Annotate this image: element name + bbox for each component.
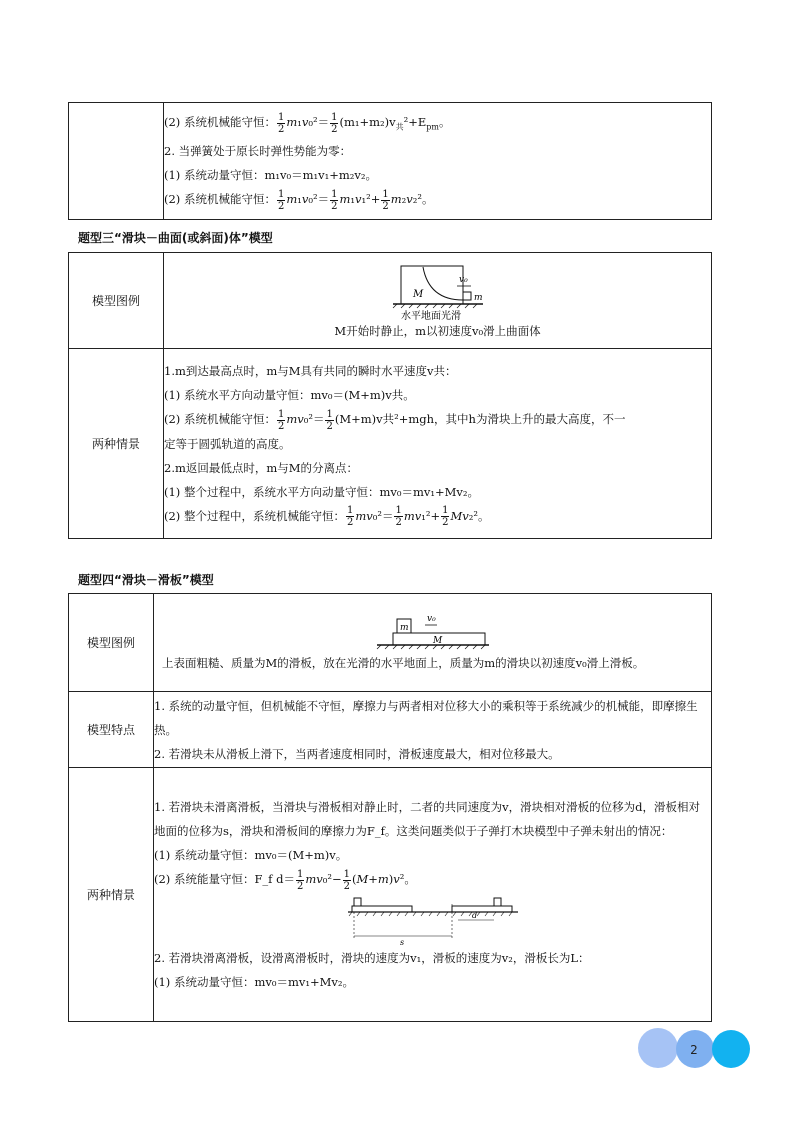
diagram-label-v0: v₀ <box>426 613 436 624</box>
section3-table <box>68 252 712 539</box>
text-line: 1. 系统的动量守恒，但机械能不守恒，摩擦力与两者相对位移大小的乘积等于系统减少的机械能，即摩擦生热。 <box>154 698 698 737</box>
text-line: 2.m返回最低点时，m与M的分离点： <box>164 460 359 475</box>
section3-diagram-cell <box>164 253 712 349</box>
slider-board-diagram <box>375 611 491 651</box>
displacement-diagram <box>348 894 518 946</box>
section4-table <box>68 593 712 1022</box>
formula-line: (2) 系统能量守恒：F_f d＝ $\frac{1}{2}$ mv₀²− $\frac{1}{2}$ (M+m)v²。 <box>154 868 416 892</box>
section4-label-diagram: 模型图例 <box>69 594 154 692</box>
formula-line: (2) 系统机械能守恒： $\frac{1}{2}$ m₁v₀²＝ $\frac{1}{2}$ m₁v₁²+ $\frac{1}{2}$ m₂v₂²。 <box>164 188 434 212</box>
section4-diagram-caption: 上表面粗糙、质量为M的滑板，放在光滑的水平地面上，质量为m的滑块以初速度v₀滑上滑板。 <box>162 655 645 670</box>
diagram-label-M: M <box>412 288 423 300</box>
diagram-label-v0: v₀ <box>458 274 468 285</box>
formula-line: (2) 系统机械能守恒： $\frac{1}{2}$ m₁v₀²＝ $\frac{1}{2}$ $(m_1+m_2)v_共^2+E_{pm}$。 <box>164 111 451 135</box>
diagram-label-s: s <box>399 937 404 946</box>
formula-line: (2) 系统机械能守恒： $\frac{1}{2}$ mv₀²＝ $\frac{1}{2}$ (M+m)v共²+mgh，其中h为滑块上升的最大高度，不一 <box>164 408 626 432</box>
text-line: 1. 若滑块未滑离滑板，当滑块与滑板相对静止时，二者的共同速度为v，滑块相对滑板的位移为d，滑板相对地面的位移为s，滑块和滑板间的摩擦力为F_f。这类问题类似于子弹打木块模型中子弹未射出的情况： <box>154 800 700 839</box>
section4-label-features: 模型特点 <box>69 692 154 768</box>
formula-line: (1) 整个过程中，系统水平方向动量守恒：mv₀＝mv₁+Mv₂。 <box>164 484 479 499</box>
section3-scenarios-content <box>164 349 712 539</box>
section4-label-scenarios: 两种情景 <box>69 768 154 1022</box>
page-number: 2 <box>690 1043 698 1057</box>
diagram-label-m: m <box>473 292 483 303</box>
diagram-label-m: m <box>399 622 409 633</box>
text-line: 定等于圆弧轨道的高度。 <box>164 436 291 451</box>
section3-label-scenarios: 两种情景 <box>69 349 164 539</box>
formula-line: (1) 系统动量守恒：mv₀＝mv₁+Mv₂。 <box>154 974 354 989</box>
text-line: 2. 若滑块滑离滑板，设滑离滑板时，滑块的速度为v₁，滑板的速度为v₂，滑板长为L： <box>154 950 590 965</box>
formula-line: (2) 整个过程中，系统机械能守恒： $\frac{1}{2}$ mv₀²＝ $\frac{1}{2}$ mv₁²+ $\frac{1}{2}$ Mv₂²。 <box>164 505 490 528</box>
section4-scenarios-content <box>154 768 712 1022</box>
section3-diagram-caption: M开始时静止，m以初速度v₀滑上曲面体 <box>334 323 541 338</box>
top-box-empty-label <box>69 103 164 220</box>
formula-line: (1) 系统水平方向动量守恒：mv₀＝(M+m)v共。 <box>164 388 415 402</box>
formula-line: (1) 系统动量守恒：mv₀＝(M+m)v。 <box>154 848 348 863</box>
top-box-content <box>164 103 712 220</box>
text-line: 2. 当弹簧处于原长时弹性势能为零： <box>164 144 352 159</box>
top-formula-box <box>68 102 712 220</box>
curved-slope-diagram <box>383 260 493 320</box>
section4-heading: 题型四“滑块－滑板”模型 <box>78 573 214 587</box>
diagram-label-M: M <box>432 635 442 646</box>
diagram-label-d: d <box>471 910 477 920</box>
diagram-label-ground: 水平地面光滑 <box>400 310 461 320</box>
formula-line: (1) 系统动量守恒：m₁v₀＝m₁v₁+m₂v₂。 <box>164 168 377 183</box>
section4-features-content <box>154 692 712 768</box>
text-line: 1.m到达最高点时，m与M具有共同的瞬时水平速度v共： <box>164 364 457 378</box>
section3-label-diagram: 模型图例 <box>69 253 164 349</box>
section4-diagram-cell <box>154 594 712 692</box>
footer-circle-right <box>712 1030 750 1068</box>
text-line: 2. 若滑块未从滑板上滑下，当两者速度相同时，滑板速度最大，相对位移最大。 <box>154 746 560 761</box>
footer-circle-left <box>638 1028 678 1068</box>
section3-heading: 题型三“滑块－曲面(或斜面)体”模型 <box>78 231 273 245</box>
